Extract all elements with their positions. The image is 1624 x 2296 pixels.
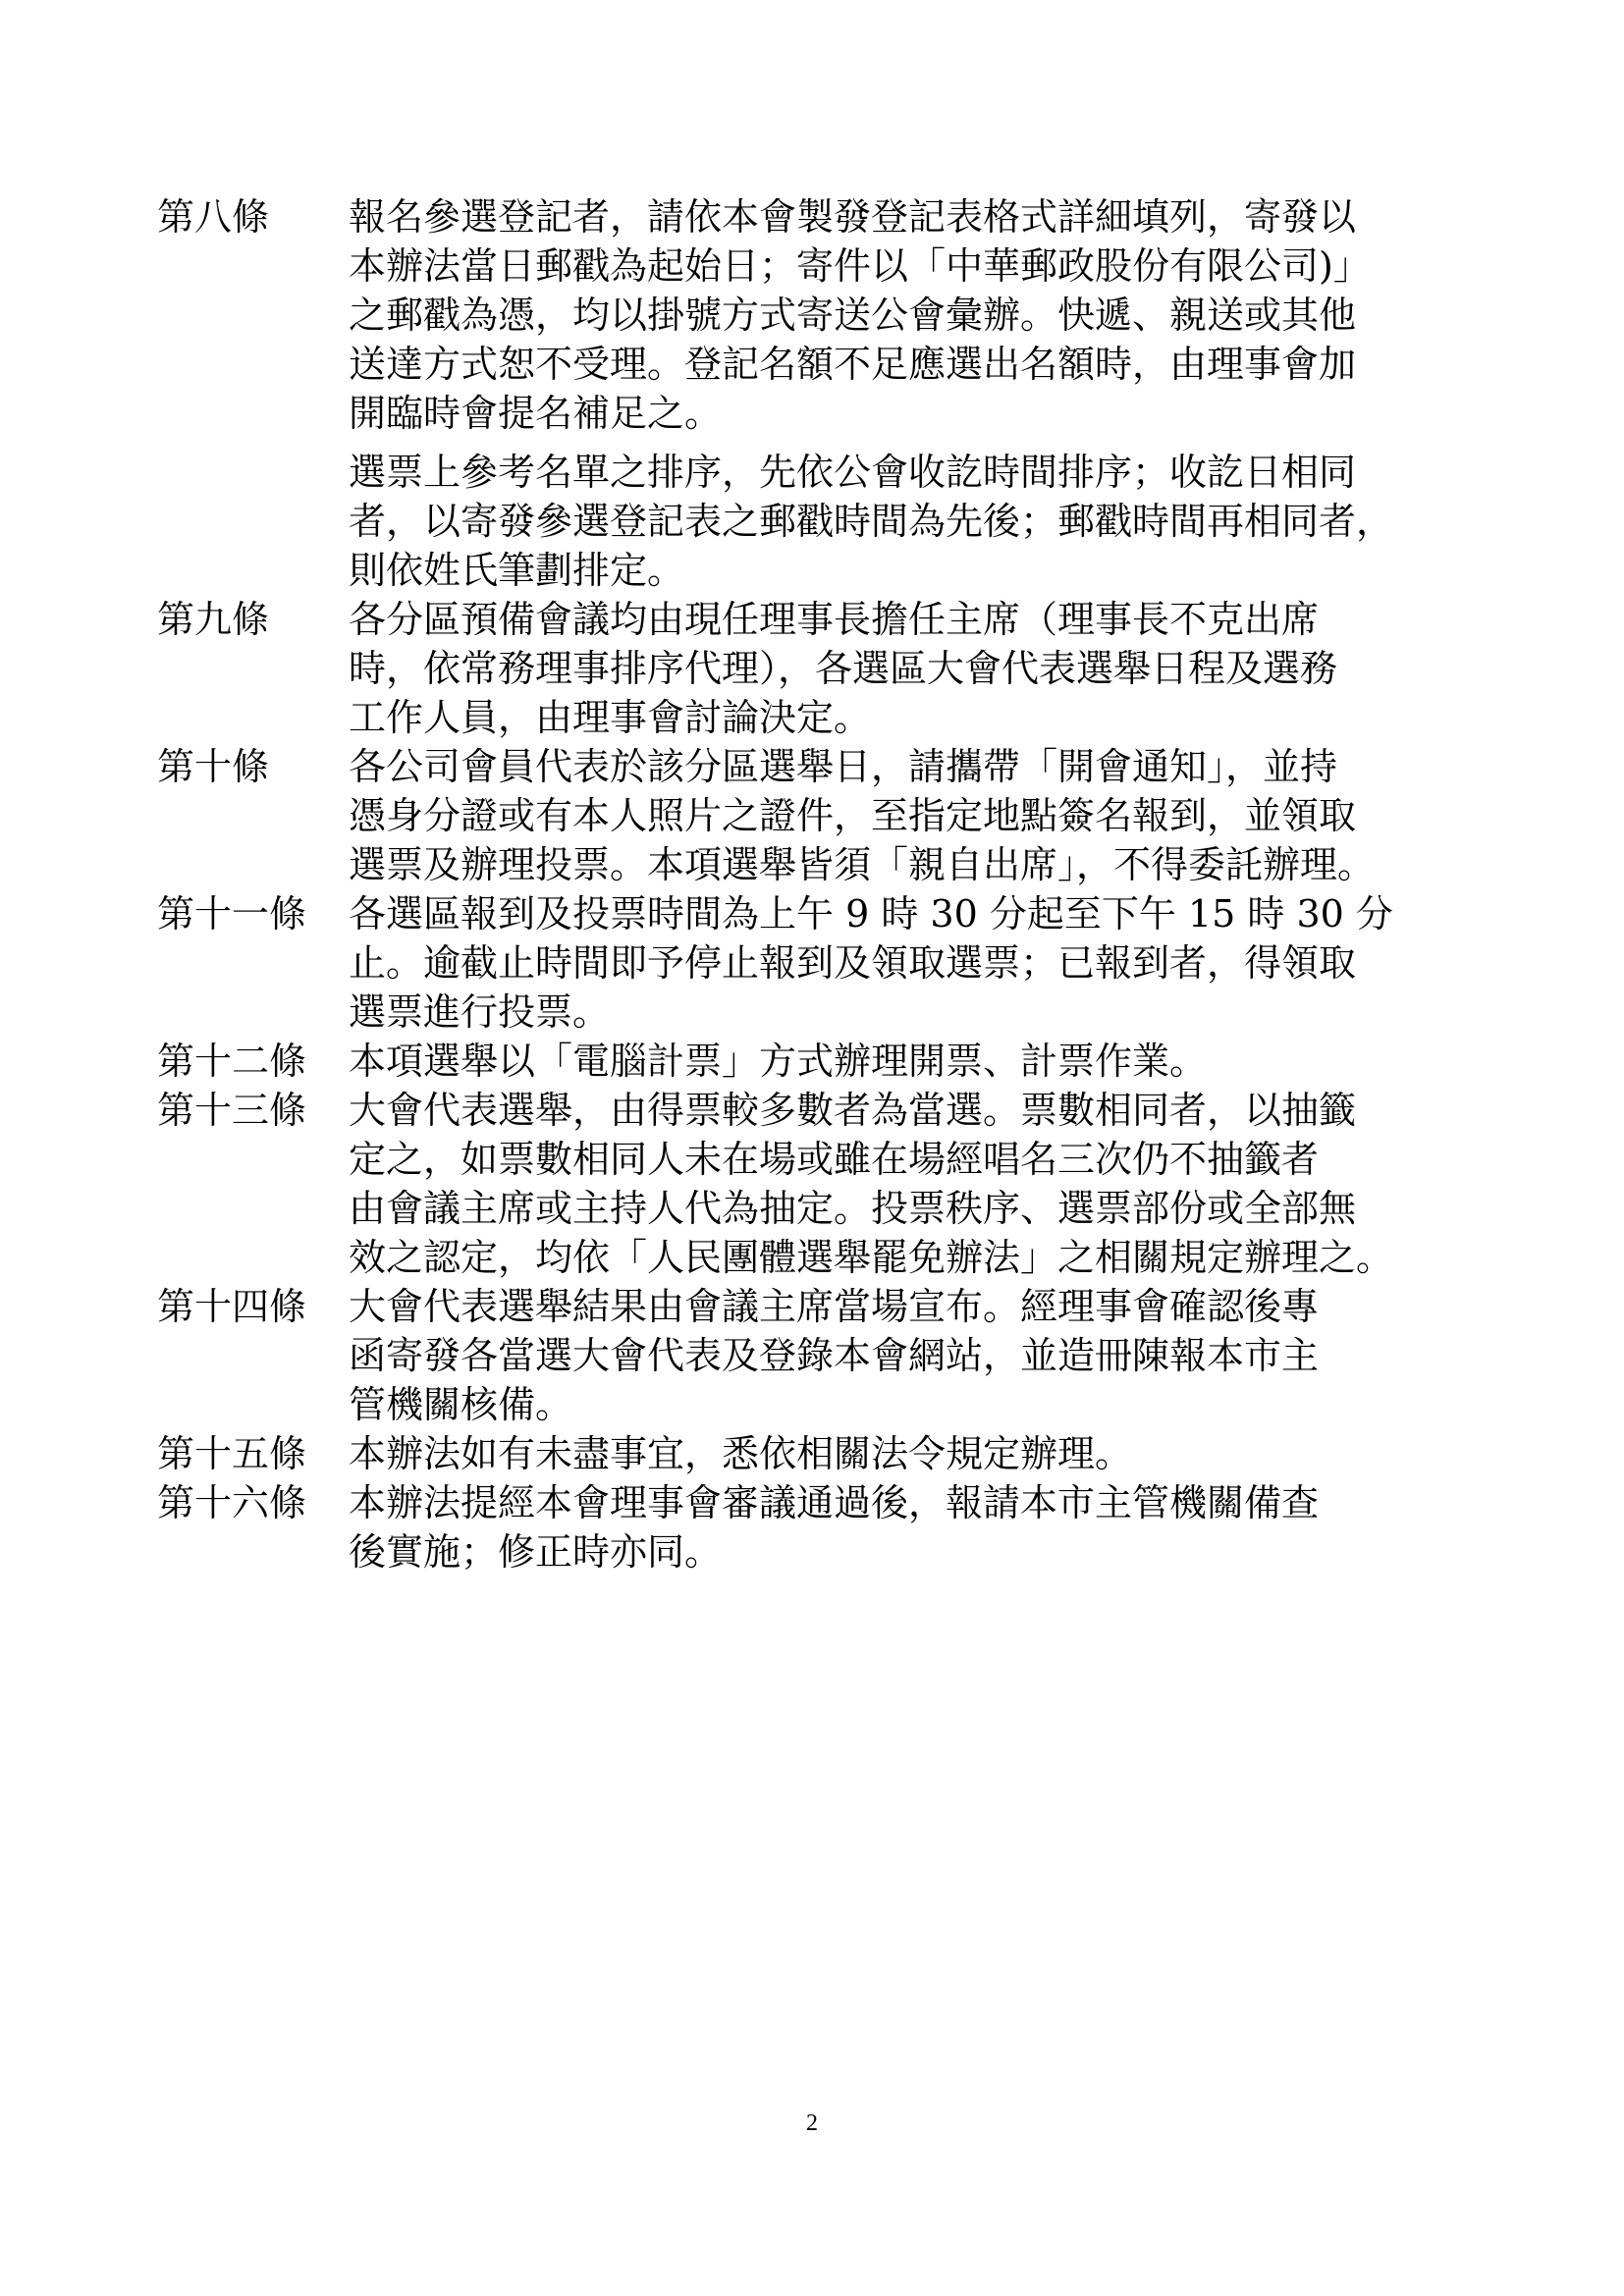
text-line: 本辦法如有未盡事宜，悉依相關法令規定辦理。: [349, 1432, 1133, 1475]
text-line: 效之認定，均依「人民團體選舉罷免辦法」之相關規定辦理之。: [349, 1236, 1394, 1279]
text-line: 各分區預備會議均由現任理事長擔任主席（理事長不克出席: [349, 598, 1320, 641]
article: [157, 889, 1551, 1037]
text-line: 定之，如票數相同人未在場或雖在場經唱名三次仍不抽籤者: [349, 1138, 1320, 1181]
text-line: 本辦法提經本會理事會審議通過後，報請本市主管機關備查: [349, 1481, 1320, 1524]
article: [157, 595, 1551, 742]
regulation-body: [157, 192, 1551, 1576]
text-line: 由會議主席或主持人代為抽定。投票秩序、選票部份或全部無: [349, 1187, 1357, 1230]
article-paragraph: [349, 889, 1551, 1037]
text-line: 止。逾截止時間即予停止報到及領取選票；已報到者，得領取: [349, 941, 1357, 985]
text-line: 本項選舉以「電腦計票」方式辦理開票、計票作業。: [349, 1040, 1208, 1083]
text-line: 工作人員，由理事會討論決定。: [349, 696, 872, 739]
article-body: [349, 1086, 1551, 1282]
text-line: 函寄發各當選大會代表及登錄本會網站，並造冊陳報本市主: [349, 1334, 1320, 1377]
article-number: 第十一條: [157, 892, 307, 935]
article-number: 第十六條: [157, 1481, 307, 1524]
text-line: 開臨時會提名補足之。: [349, 392, 723, 435]
article: [157, 1282, 1551, 1429]
article-paragraph: [349, 1037, 1551, 1086]
article: [157, 1429, 1551, 1478]
article-number: 第九條: [157, 598, 270, 641]
article: [157, 1086, 1551, 1282]
text-line: 則依姓氏筆劃排定。: [349, 549, 685, 592]
text-line: 各公司會員代表於該分區選舉日，請攜帶「開會通知」，並持: [349, 745, 1338, 788]
article: [157, 1037, 1551, 1086]
text-line: 本辦法當日郵戳為起始日；寄件以「中華郵政股份有限公司)」: [349, 244, 1371, 288]
text-line: 之郵戳為憑，均以掛號方式寄送公會彙辦。快遞、親送或其他: [349, 294, 1357, 337]
article-paragraph: [349, 595, 1551, 742]
article-body: [349, 1478, 1551, 1576]
text-line: 送達方式恕不受理。登記名額不足應選出名額時，由理事會加: [349, 343, 1357, 386]
article-number: 第十二條: [157, 1040, 307, 1083]
article-body: [349, 1429, 1551, 1478]
article-paragraph: [349, 448, 1551, 595]
text-line: 者，以寄發參選登記表之郵戳時間為先後；郵戳時間再相同者，: [349, 500, 1394, 543]
article-number: 第八條: [157, 195, 270, 239]
article-number: 第十四條: [157, 1285, 307, 1328]
article-body: [349, 742, 1551, 889]
article-number: 第十五條: [157, 1432, 307, 1475]
text-line: 選票上參考名單之排序，先依公會收訖時間排序；收訖日相同: [349, 451, 1357, 494]
article: [157, 742, 1551, 889]
article: [157, 1478, 1551, 1576]
text-line: 選票及辦理投票。本項選舉皆須「親自出席」，不得委託辦理。: [349, 843, 1376, 886]
text-line: 時，依常務理事排序代理），各選區大會代表選舉日程及選務: [349, 647, 1338, 690]
article-body: [349, 595, 1551, 742]
article: [157, 192, 1551, 595]
text-line: 後實施；修正時亦同。: [349, 1530, 723, 1574]
article-body: [349, 889, 1551, 1037]
article-paragraph: [349, 1086, 1551, 1282]
article-paragraph: [349, 192, 1551, 438]
article-body: [349, 1282, 1551, 1429]
article-paragraph: [349, 742, 1551, 889]
article-body: [349, 1037, 1551, 1086]
text-line: 憑身分證或有本人照片之證件，至指定地點簽名報到，並領取: [349, 794, 1357, 837]
text-line: 大會代表選舉，由得票較多數者為當選。票數相同者，以抽籤: [349, 1089, 1357, 1132]
text-line: 管機關核備。: [349, 1383, 573, 1426]
article-body: [349, 192, 1551, 595]
article-paragraph: [349, 1429, 1551, 1478]
text-line: 各選區報到及投票時間為上午 9 時 30 分起至下午 15 時 30 分: [349, 892, 1393, 935]
page-number: 2: [806, 2110, 818, 2136]
article-number: 第十三條: [157, 1089, 307, 1132]
article-paragraph: [349, 1478, 1551, 1576]
text-line: 大會代表選舉結果由會議主席當場宣布。經理事會確認後專: [349, 1285, 1320, 1328]
text-line: 報名參選登記者，請依本會製發登記表格式詳細填列，寄發以: [349, 195, 1357, 239]
article-number: 第十條: [157, 745, 270, 788]
article-paragraph: [349, 1282, 1551, 1429]
text-line: 選票進行投票。: [349, 990, 611, 1034]
